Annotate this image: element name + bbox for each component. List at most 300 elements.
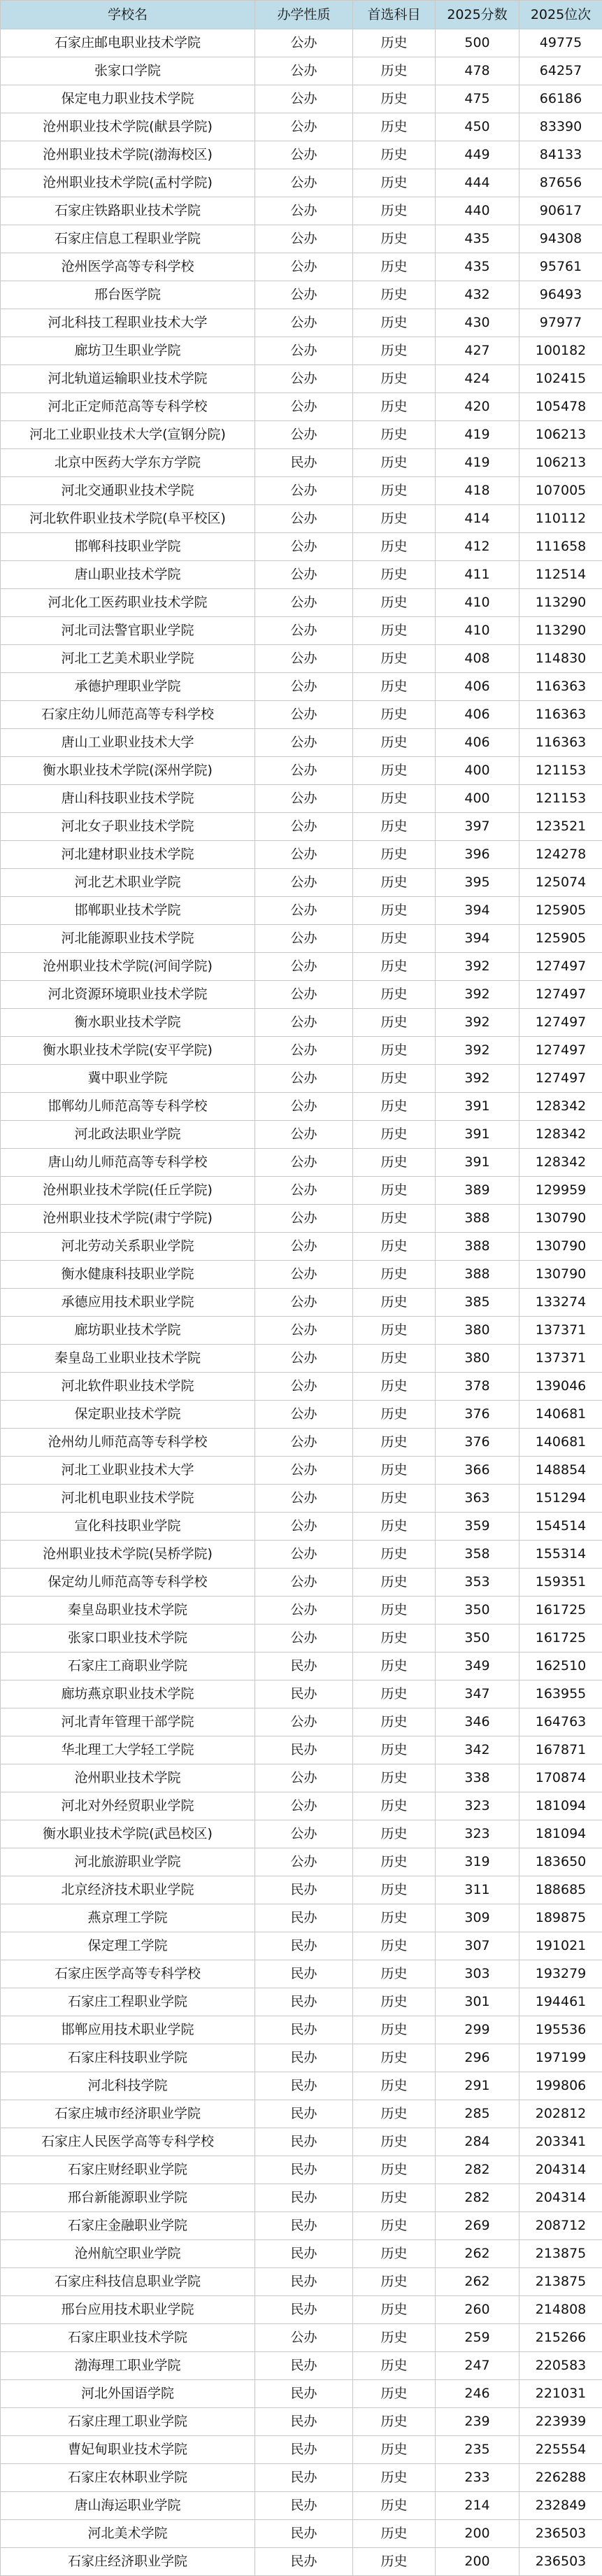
table-row — [1, 925, 602, 953]
table-row — [1, 2492, 602, 2520]
subject-cell: 历史 — [353, 393, 436, 421]
table-row — [1, 1345, 602, 1373]
rank-cell: 113290 — [519, 617, 602, 645]
table-row — [1, 29, 602, 57]
score-cell: 235 — [436, 2436, 519, 2464]
subject-cell: 历史 — [353, 1289, 436, 1317]
rank-cell: 191021 — [519, 1932, 602, 1960]
school-type-cell: 民办 — [255, 2492, 353, 2520]
table-row — [1, 2464, 602, 2492]
score-cell: 394 — [436, 897, 519, 925]
table-row — [1, 2240, 602, 2268]
school-name-cell: 石家庄幼儿师范高等专科学校 — [1, 701, 255, 729]
rank-cell: 128342 — [519, 1149, 602, 1177]
school-type-cell: 民办 — [255, 2380, 353, 2408]
score-cell: 380 — [436, 1345, 519, 1373]
subject-cell: 历史 — [353, 1065, 436, 1093]
rank-cell: 223939 — [519, 2408, 602, 2436]
table-row — [1, 505, 602, 533]
school-name-cell: 石家庄金融职业学院 — [1, 2212, 255, 2240]
school-name-cell: 唐山海运职业学院 — [1, 2492, 255, 2520]
rank-cell: 213875 — [519, 2240, 602, 2268]
rank-cell: 106213 — [519, 421, 602, 449]
school-name-cell: 沧州幼儿师范高等专科学校 — [1, 1429, 255, 1457]
school-name-cell: 河北能源职业技术学院 — [1, 925, 255, 953]
school-type-cell: 公办 — [255, 1065, 353, 1093]
school-type-cell: 公办 — [255, 1597, 353, 1625]
table-row — [1, 197, 602, 225]
header-rank-2025: 2025位次 — [519, 1, 602, 29]
table-row — [1, 1569, 602, 1597]
school-type-cell: 民办 — [255, 2100, 353, 2128]
rank-cell: 140681 — [519, 1401, 602, 1429]
table-row — [1, 1736, 602, 1764]
rank-cell: 83390 — [519, 113, 602, 141]
rank-cell: 121153 — [519, 785, 602, 813]
subject-cell: 历史 — [353, 1625, 436, 1653]
table-row — [1, 2212, 602, 2240]
subject-cell: 历史 — [353, 1373, 436, 1401]
school-name-cell: 石家庄经济职业学院 — [1, 2548, 255, 2576]
table-row — [1, 393, 602, 421]
rank-cell: 100182 — [519, 337, 602, 365]
subject-cell: 历史 — [353, 2212, 436, 2240]
score-cell: 435 — [436, 225, 519, 253]
school-name-cell: 河北女子职业技术学院 — [1, 813, 255, 841]
table-row — [1, 2352, 602, 2380]
table-row — [1, 2016, 602, 2044]
school-type-cell: 公办 — [255, 701, 353, 729]
subject-cell: 历史 — [353, 1932, 436, 1960]
score-cell: 200 — [436, 2548, 519, 2576]
school-name-cell: 唐山工业职业技术大学 — [1, 729, 255, 757]
rank-cell: 127497 — [519, 953, 602, 981]
school-type-cell: 公办 — [255, 673, 353, 701]
school-name-cell: 华北理工大学轻工学院 — [1, 1736, 255, 1764]
score-cell: 410 — [436, 589, 519, 617]
rank-cell: 84133 — [519, 141, 602, 169]
subject-cell: 历史 — [353, 1708, 436, 1736]
school-name-cell: 邢台医学院 — [1, 281, 255, 309]
score-cell: 259 — [436, 2324, 519, 2352]
score-cell: 347 — [436, 1680, 519, 1708]
header-school-name: 学校名 — [1, 1, 255, 29]
rank-cell: 225554 — [519, 2436, 602, 2464]
subject-cell: 历史 — [353, 2352, 436, 2380]
school-type-cell: 公办 — [255, 757, 353, 785]
score-cell: 380 — [436, 1317, 519, 1345]
school-type-cell: 公办 — [255, 281, 353, 309]
score-cell: 410 — [436, 617, 519, 645]
rank-cell: 194461 — [519, 1988, 602, 2016]
table-row — [1, 1904, 602, 1932]
table-row — [1, 2128, 602, 2156]
rank-cell: 213875 — [519, 2268, 602, 2296]
table-row — [1, 2044, 602, 2072]
school-type-cell: 公办 — [255, 1205, 353, 1233]
school-type-cell: 公办 — [255, 1569, 353, 1597]
school-name-cell: 河北正定师范高等专科学校 — [1, 393, 255, 421]
school-name-cell: 沧州职业技术学院(吴桥学院) — [1, 1541, 255, 1569]
rank-cell: 107005 — [519, 477, 602, 505]
score-cell: 420 — [436, 393, 519, 421]
rank-cell: 127497 — [519, 1009, 602, 1037]
subject-cell: 历史 — [353, 1960, 436, 1988]
rank-cell: 155314 — [519, 1541, 602, 1569]
table-row — [1, 1708, 602, 1736]
school-type-cell: 公办 — [255, 253, 353, 281]
school-name-cell: 沧州职业技术学院(孟村学院) — [1, 169, 255, 197]
subject-cell: 历史 — [353, 1317, 436, 1345]
school-name-cell: 衡水职业技术学院(武邑校区) — [1, 1820, 255, 1848]
school-type-cell: 公办 — [255, 1233, 353, 1261]
score-cell: 411 — [436, 561, 519, 589]
score-cell: 388 — [436, 1233, 519, 1261]
school-type-cell: 民办 — [255, 1988, 353, 2016]
rank-cell: 159351 — [519, 1569, 602, 1597]
rank-cell: 96493 — [519, 281, 602, 309]
school-type-cell: 公办 — [255, 1541, 353, 1569]
school-type-cell: 公办 — [255, 1261, 353, 1289]
school-name-cell: 石家庄人民医学高等专科学校 — [1, 2128, 255, 2156]
school-name-cell: 衡水职业技术学院(安平学院) — [1, 1037, 255, 1065]
school-name-cell: 石家庄信息工程职业学院 — [1, 225, 255, 253]
school-type-cell: 公办 — [255, 1792, 353, 1820]
rank-cell: 87656 — [519, 169, 602, 197]
school-type-cell: 公办 — [255, 85, 353, 113]
subject-cell: 历史 — [353, 2100, 436, 2128]
table-row — [1, 1932, 602, 1960]
table-row — [1, 309, 602, 337]
subject-cell: 历史 — [353, 1401, 436, 1429]
school-type-cell: 公办 — [255, 141, 353, 169]
table-row — [1, 981, 602, 1009]
table-row — [1, 1680, 602, 1708]
table-row — [1, 1177, 602, 1205]
table-row — [1, 1289, 602, 1317]
score-cell: 478 — [436, 57, 519, 85]
table-row — [1, 1988, 602, 2016]
table-row — [1, 2324, 602, 2352]
table-row — [1, 757, 602, 785]
school-name-cell: 河北工艺美术职业学院 — [1, 645, 255, 673]
table-row — [1, 85, 602, 113]
subject-cell: 历史 — [353, 2072, 436, 2100]
school-name-cell: 沧州医学高等专科学校 — [1, 253, 255, 281]
rank-cell: 95761 — [519, 253, 602, 281]
school-type-cell: 公办 — [255, 1289, 353, 1317]
score-cell: 500 — [436, 29, 519, 57]
school-type-cell: 公办 — [255, 1485, 353, 1513]
subject-cell: 历史 — [353, 1597, 436, 1625]
subject-cell: 历史 — [353, 813, 436, 841]
school-name-cell: 邯郸科技职业学院 — [1, 533, 255, 561]
school-name-cell: 沧州职业技术学院(献县学院) — [1, 113, 255, 141]
subject-cell: 历史 — [353, 1121, 436, 1149]
school-name-cell: 河北对外经贸职业学院 — [1, 1792, 255, 1820]
subject-cell: 历史 — [353, 1513, 436, 1541]
rank-cell: 125905 — [519, 897, 602, 925]
subject-cell: 历史 — [353, 1009, 436, 1037]
rank-cell: 167871 — [519, 1736, 602, 1764]
rank-cell: 102415 — [519, 365, 602, 393]
score-cell: 392 — [436, 1037, 519, 1065]
school-name-cell: 河北工业职业技术大学(宣钢分院) — [1, 421, 255, 449]
school-name-cell: 邯郸职业技术学院 — [1, 897, 255, 925]
score-cell: 392 — [436, 981, 519, 1009]
subject-cell: 历史 — [353, 1904, 436, 1932]
score-cell: 303 — [436, 1960, 519, 1988]
school-name-cell: 河北外国语学院 — [1, 2380, 255, 2408]
school-type-cell: 公办 — [255, 505, 353, 533]
school-type-cell: 公办 — [255, 169, 353, 197]
subject-cell: 历史 — [353, 953, 436, 981]
table-row — [1, 2408, 602, 2436]
school-name-cell: 曹妃甸职业技术学院 — [1, 2436, 255, 2464]
rank-cell: 163955 — [519, 1680, 602, 1708]
rank-cell: 128342 — [519, 1093, 602, 1121]
school-name-cell: 河北轨道运输职业技术学院 — [1, 365, 255, 393]
score-cell: 427 — [436, 337, 519, 365]
school-name-cell: 衡水健康科技职业学院 — [1, 1261, 255, 1289]
rank-cell: 151294 — [519, 1485, 602, 1513]
subject-cell: 历史 — [353, 1457, 436, 1485]
table-row — [1, 1653, 602, 1680]
school-name-cell: 邢台新能源职业学院 — [1, 2184, 255, 2212]
rank-cell: 125074 — [519, 869, 602, 897]
table-row — [1, 1541, 602, 1569]
rank-cell: 64257 — [519, 57, 602, 85]
score-cell: 262 — [436, 2240, 519, 2268]
subject-cell: 历史 — [353, 1541, 436, 1569]
school-name-cell: 石家庄工程职业学院 — [1, 1988, 255, 2016]
score-cell: 391 — [436, 1121, 519, 1149]
subject-cell: 历史 — [353, 1653, 436, 1680]
subject-cell: 历史 — [353, 449, 436, 477]
table-row — [1, 701, 602, 729]
school-name-cell: 石家庄职业技术学院 — [1, 2324, 255, 2352]
table-row — [1, 225, 602, 253]
rank-cell: 181094 — [519, 1820, 602, 1848]
rank-cell: 161725 — [519, 1597, 602, 1625]
rank-cell: 162510 — [519, 1653, 602, 1680]
school-type-cell: 公办 — [255, 617, 353, 645]
score-cell: 284 — [436, 2128, 519, 2156]
subject-cell: 历史 — [353, 1988, 436, 2016]
table-row — [1, 897, 602, 925]
subject-cell: 历史 — [353, 169, 436, 197]
table-row — [1, 1205, 602, 1233]
table-row — [1, 2100, 602, 2128]
subject-cell: 历史 — [353, 2324, 436, 2352]
subject-cell: 历史 — [353, 2128, 436, 2156]
subject-cell: 历史 — [353, 561, 436, 589]
school-type-cell: 民办 — [255, 2352, 353, 2380]
header-subject: 首选科目 — [353, 1, 436, 29]
subject-cell: 历史 — [353, 1429, 436, 1457]
school-name-cell: 河北软件职业技术学院 — [1, 1373, 255, 1401]
school-name-cell: 河北交通职业技术学院 — [1, 477, 255, 505]
table-row — [1, 1625, 602, 1653]
school-type-cell: 公办 — [255, 1820, 353, 1848]
subject-cell: 历史 — [353, 729, 436, 757]
table-row — [1, 281, 602, 309]
rank-cell: 154514 — [519, 1513, 602, 1541]
table-row — [1, 589, 602, 617]
rank-cell: 123521 — [519, 813, 602, 841]
table-row — [1, 141, 602, 169]
school-name-cell: 石家庄城市经济职业学院 — [1, 2100, 255, 2128]
subject-cell: 历史 — [353, 57, 436, 85]
subject-cell: 历史 — [353, 841, 436, 869]
rank-cell: 214808 — [519, 2296, 602, 2324]
score-cell: 392 — [436, 953, 519, 981]
table-row — [1, 1848, 602, 1876]
rank-cell: 130790 — [519, 1261, 602, 1289]
school-type-cell: 民办 — [255, 2464, 353, 2492]
rank-cell: 203341 — [519, 2128, 602, 2156]
rank-cell: 133274 — [519, 1289, 602, 1317]
rank-cell: 189875 — [519, 1904, 602, 1932]
rank-cell: 161725 — [519, 1625, 602, 1653]
school-type-cell: 公办 — [255, 1037, 353, 1065]
rank-cell: 127497 — [519, 981, 602, 1009]
rank-cell: 199806 — [519, 2072, 602, 2100]
table-row — [1, 869, 602, 897]
rank-cell: 226288 — [519, 2464, 602, 2492]
school-type-cell: 民办 — [255, 2436, 353, 2464]
rank-cell: 49775 — [519, 29, 602, 57]
rank-cell: 130790 — [519, 1233, 602, 1261]
score-cell: 346 — [436, 1708, 519, 1736]
score-cell: 376 — [436, 1429, 519, 1457]
school-type-cell: 民办 — [255, 2072, 353, 2100]
school-type-cell: 公办 — [255, 365, 353, 393]
rank-cell: 232849 — [519, 2492, 602, 2520]
subject-cell: 历史 — [353, 785, 436, 813]
school-type-cell: 民办 — [255, 2016, 353, 2044]
score-cell: 392 — [436, 1065, 519, 1093]
school-type-cell: 公办 — [255, 1149, 353, 1177]
subject-cell: 历史 — [353, 1485, 436, 1513]
school-name-cell: 石家庄邮电职业技术学院 — [1, 29, 255, 57]
school-name-cell: 河北机电职业技术学院 — [1, 1485, 255, 1513]
score-cell: 449 — [436, 141, 519, 169]
subject-cell: 历史 — [353, 2548, 436, 2576]
table-row — [1, 1429, 602, 1457]
school-name-cell: 石家庄科技信息职业学院 — [1, 2268, 255, 2296]
score-cell: 233 — [436, 2464, 519, 2492]
school-type-cell: 公办 — [255, 729, 353, 757]
table-row — [1, 1485, 602, 1513]
rank-cell: 127497 — [519, 1065, 602, 1093]
score-cell: 397 — [436, 813, 519, 841]
table-row — [1, 729, 602, 757]
school-type-cell: 公办 — [255, 57, 353, 85]
rank-cell: 164763 — [519, 1708, 602, 1736]
table-row — [1, 337, 602, 365]
rank-cell: 114830 — [519, 645, 602, 673]
school-type-cell: 公办 — [255, 1177, 353, 1205]
score-cell: 200 — [436, 2520, 519, 2548]
rank-cell: 140681 — [519, 1429, 602, 1457]
school-type-cell: 公办 — [255, 589, 353, 617]
score-cell: 406 — [436, 729, 519, 757]
school-type-cell: 公办 — [255, 645, 353, 673]
school-type-cell: 公办 — [255, 1848, 353, 1876]
rank-cell: 221031 — [519, 2380, 602, 2408]
rank-cell: 137371 — [519, 1317, 602, 1345]
score-cell: 385 — [436, 1289, 519, 1317]
school-type-cell: 公办 — [255, 561, 353, 589]
table-row — [1, 1233, 602, 1261]
subject-cell: 历史 — [353, 1680, 436, 1708]
rank-cell: 220583 — [519, 2352, 602, 2380]
rank-cell: 148854 — [519, 1457, 602, 1485]
subject-cell: 历史 — [353, 85, 436, 113]
school-type-cell: 公办 — [255, 897, 353, 925]
score-cell: 419 — [436, 449, 519, 477]
school-type-cell: 公办 — [255, 1009, 353, 1037]
subject-cell: 历史 — [353, 869, 436, 897]
table-row — [1, 477, 602, 505]
school-name-cell: 河北软件职业技术学院(阜平校区) — [1, 505, 255, 533]
table-row — [1, 1317, 602, 1345]
school-type-cell: 公办 — [255, 1317, 353, 1345]
subject-cell: 历史 — [353, 925, 436, 953]
school-type-cell: 民办 — [255, 2548, 353, 2576]
score-cell: 350 — [436, 1625, 519, 1653]
school-type-cell: 公办 — [255, 2324, 353, 2352]
school-name-cell: 承德护理职业学院 — [1, 673, 255, 701]
table-body — [1, 29, 602, 2576]
rank-cell: 125905 — [519, 925, 602, 953]
subject-cell: 历史 — [353, 1736, 436, 1764]
school-type-cell: 公办 — [255, 225, 353, 253]
table-row — [1, 673, 602, 701]
table-row — [1, 2268, 602, 2296]
school-name-cell: 河北旅游职业学院 — [1, 1848, 255, 1876]
score-cell: 363 — [436, 1485, 519, 1513]
school-type-cell: 公办 — [255, 29, 353, 57]
score-cell: 282 — [436, 2156, 519, 2184]
subject-cell: 历史 — [353, 281, 436, 309]
school-type-cell: 公办 — [255, 1764, 353, 1792]
school-type-cell: 民办 — [255, 2240, 353, 2268]
rank-cell: 139046 — [519, 1373, 602, 1401]
subject-cell: 历史 — [353, 1569, 436, 1597]
school-type-cell: 民办 — [255, 2212, 353, 2240]
rank-cell: 204314 — [519, 2156, 602, 2184]
school-name-cell: 河北美术学院 — [1, 2520, 255, 2548]
rank-cell: 193279 — [519, 1960, 602, 1988]
school-type-cell: 民办 — [255, 1680, 353, 1708]
subject-cell: 历史 — [353, 701, 436, 729]
table-row — [1, 365, 602, 393]
table-row — [1, 841, 602, 869]
school-type-cell: 民办 — [255, 1736, 353, 1764]
table-row — [1, 953, 602, 981]
school-type-cell: 公办 — [255, 925, 353, 953]
school-name-cell: 石家庄医学高等专科学校 — [1, 1960, 255, 1988]
score-cell: 419 — [436, 421, 519, 449]
score-cell: 359 — [436, 1513, 519, 1541]
table-row — [1, 2436, 602, 2464]
table-row — [1, 1037, 602, 1065]
school-type-cell: 公办 — [255, 1429, 353, 1457]
table-row — [1, 1457, 602, 1485]
subject-cell: 历史 — [353, 337, 436, 365]
